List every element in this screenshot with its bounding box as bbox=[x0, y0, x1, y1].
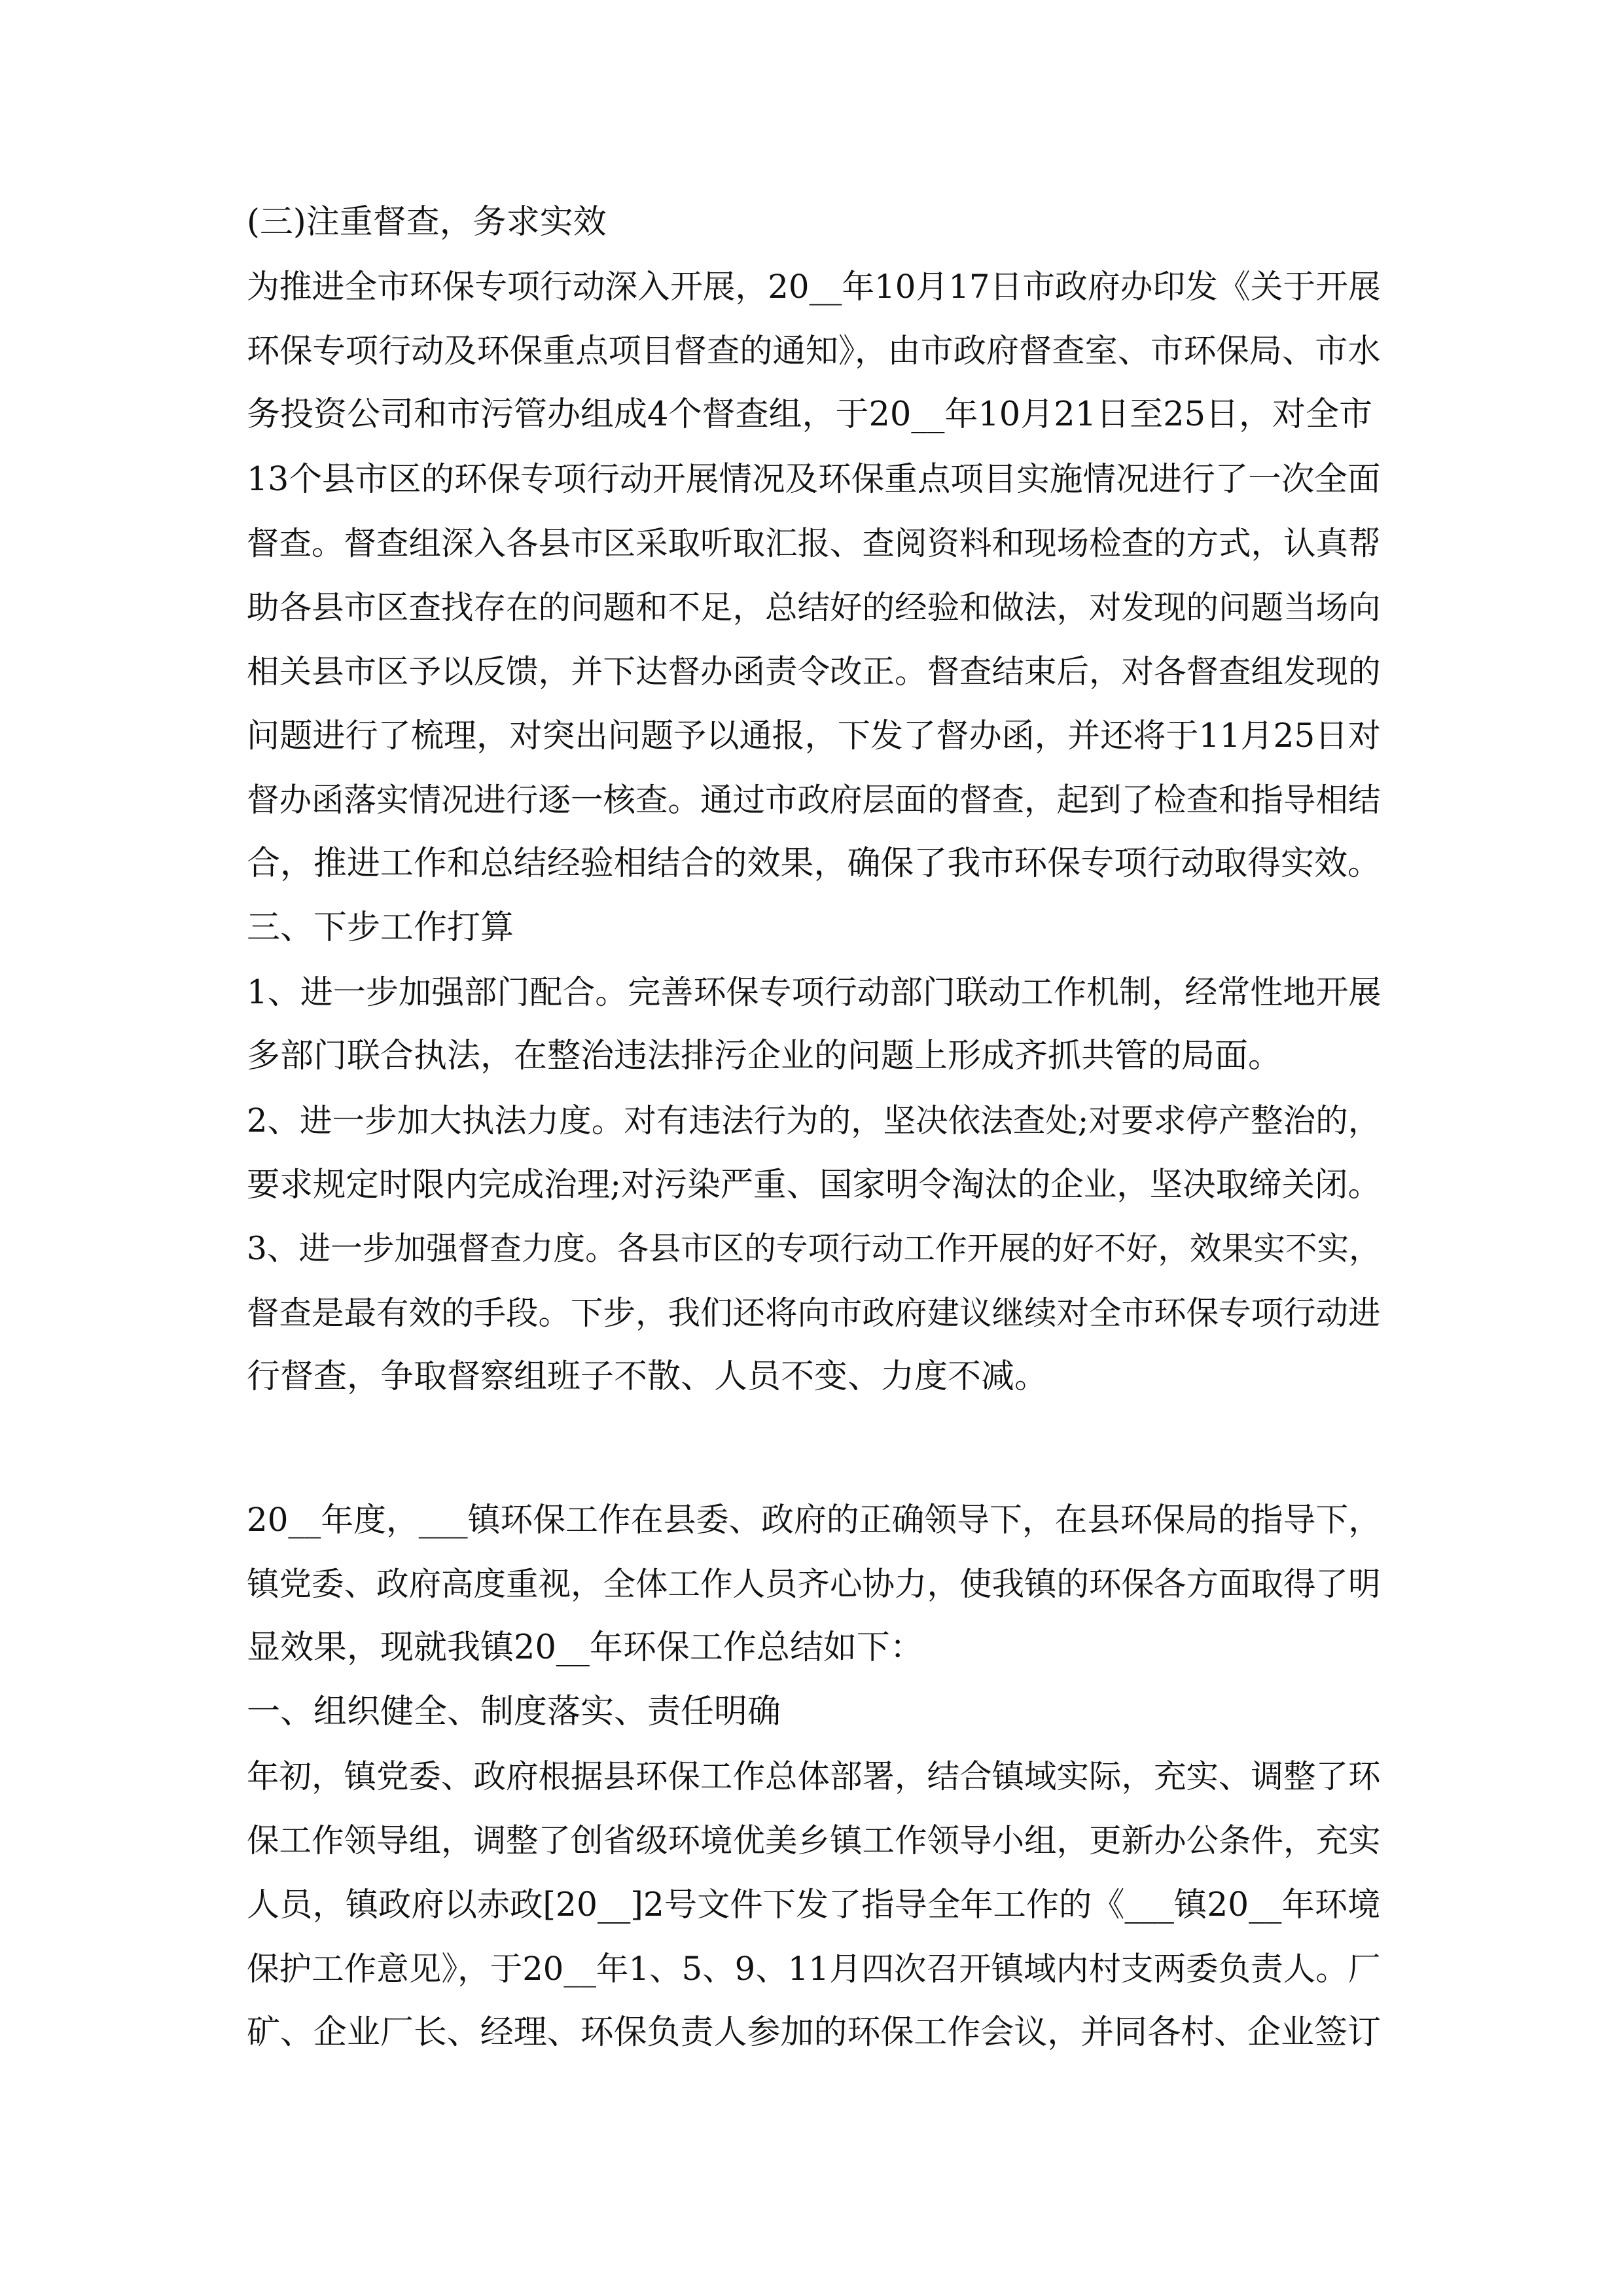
paragraph-line: 保护工作意见》，于20__年1、5、9、11月四次召开镇域内村支两委负责人。厂 bbox=[247, 1950, 1381, 1988]
paragraph-line: 13个县市区的环保专项行动开展情况及环保重点项目实施情况进行了一次全面 bbox=[247, 459, 1381, 498]
paragraph-line: 务投资公司和市污管办组成4个督查组，于20__年10月21日至25日，对全市 bbox=[247, 395, 1373, 434]
paragraph-line: 助各县市区查找存在的问题和不足，总结好的经验和做法，对发现的问题当场向 bbox=[247, 588, 1381, 626]
paragraph-line: 行督查，争取督察组班子不散、人员不变、力度不减。 bbox=[247, 1357, 1048, 1396]
section-heading: 三、下步工作打算 bbox=[247, 908, 514, 947]
paragraph-line: 环保专项行动及环保重点项目督查的通知》，由市政府督查室、市环保局、市水 bbox=[247, 331, 1381, 370]
paragraph-line: 显效果，现就我镇20__年环保工作总结如下： bbox=[247, 1628, 923, 1667]
paragraph-line: 要求规定时限内完成治理;对污染严重、国家明令淘汰的企业，坚决取缔关闭。 bbox=[247, 1165, 1381, 1204]
paragraph-line: 多部门联合执法，在整治违法排污企业的问题上形成齐抓共管的局面。 bbox=[247, 1037, 1282, 1075]
paragraph-line: 矿、企业厂长、经理、环保负责人参加的环保工作会议，并同各村、企业签订 bbox=[247, 2013, 1381, 2052]
paragraph-line: 3、进一步加强督查力度。各县市区的专项行动工作开展的好不好，效果实不实， bbox=[247, 1230, 1381, 1267]
paragraph-line: 1、进一步加强部门配合。完善环保专项行动部门联动工作机制，经常性地开展 bbox=[247, 973, 1382, 1011]
paragraph-line: 督查是最有效的手段。下步，我们还将向市政府建议继续对全市环保专项行动进 bbox=[247, 1294, 1381, 1332]
paragraph-line: 2、进一步加大执法力度。对有违法行为的，坚决依法查处;对要求停产整治的， bbox=[247, 1102, 1381, 1139]
paragraph-line: 保工作领导组，调整了创省级环境优美乡镇工作领导小组，更新办公条件，充实 bbox=[247, 1821, 1381, 1859]
section-heading: 一、组织健全、制度落实、责任明确 bbox=[247, 1693, 781, 1731]
paragraph-line: 为推进全市环保专项行动深入开展，20__年10月17日市政府办印发《关于开展 bbox=[247, 268, 1381, 306]
paragraph-line: 人员，镇政府以赤政[20__]2号文件下发了指导全年工作的《___镇20__年环境 bbox=[247, 1885, 1381, 1924]
paragraph-line: 督办函落实情况进行逐一核查。通过市政府层面的督查，起到了检查和指导相结 bbox=[247, 781, 1381, 819]
paragraph-line: 督查。督查组深入各县市区采取听取汇报、查阅资料和现场检查的方式，认真帮 bbox=[247, 524, 1381, 562]
section-heading: (三)注重督查，务求实效 bbox=[247, 203, 607, 242]
paragraph-line: 年初，镇党委、政府根据县环保工作总体部署，结合镇域实际，充实、调整了环 bbox=[247, 1757, 1381, 1795]
paragraph-line: 合，推进工作和总结经验相结合的效果，确保了我市环保专项行动取得实效。 bbox=[247, 844, 1381, 883]
paragraph-line: 问题进行了梳理，对突出问题予以通报，下发了督办函，并还将于11月25日对 bbox=[247, 716, 1381, 755]
paragraph-line: 相关县市区予以反馈，并下达督办函责令改正。督查结束后，对各督查组发现的 bbox=[247, 653, 1381, 691]
paragraph-line: 镇党委、政府高度重视，全体工作人员齐心协力，使我镇的环保各方面取得了明 bbox=[247, 1565, 1381, 1603]
paragraph-line: 20__年度，___镇环保工作在县委、政府的正确领导下，在县环保局的指导下， bbox=[247, 1501, 1382, 1539]
